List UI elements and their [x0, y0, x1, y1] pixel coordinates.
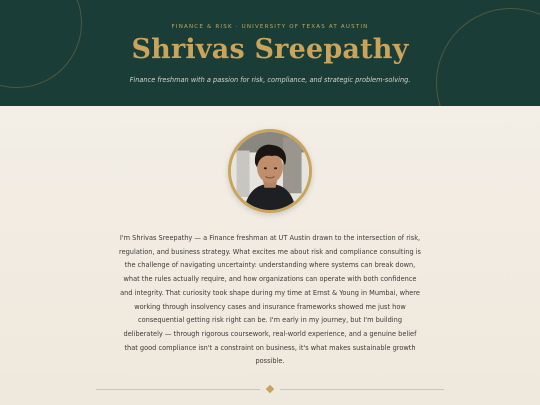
- divider-line: [96, 389, 260, 390]
- bio-text: I'm Shrivas Sreepathy — a Finance freshman at UT Austin drawn to the intersection of risk, regulation, and business strategy. What excites me about risk and compliance consulting is the challenge of navigating uncertainty: understanding where systems can break down, what the rules actually require, and how organizations can operate with both confidence and integrity. That curiosity took shape during my time at Ernst & Young in Mumbai, where working through insolvency cases and insurance frameworks showed me just how consequential getting risk right can be. I'm early in my journey, but I'm building deliberately — through rigorous coursework, real-world experience, and a genuine belief that good compliance isn't a constraint on business, it's what makes sustainable growth possible.: [119, 234, 421, 366]
- eyebrow-label: FINANCE & RISK · UNIVERSITY OF TEXAS AT AUSTIN: [171, 24, 369, 30]
- divider-line: [280, 389, 444, 390]
- profile-photo: [228, 129, 312, 213]
- page-title: Shrivas Sreepathy: [131, 34, 409, 65]
- person-photo-icon: [231, 132, 309, 210]
- hero-banner: [0, 0, 540, 106]
- tagline: Finance freshman with a passion for risk, compliance, and strategic problem-solving.: [129, 76, 411, 84]
